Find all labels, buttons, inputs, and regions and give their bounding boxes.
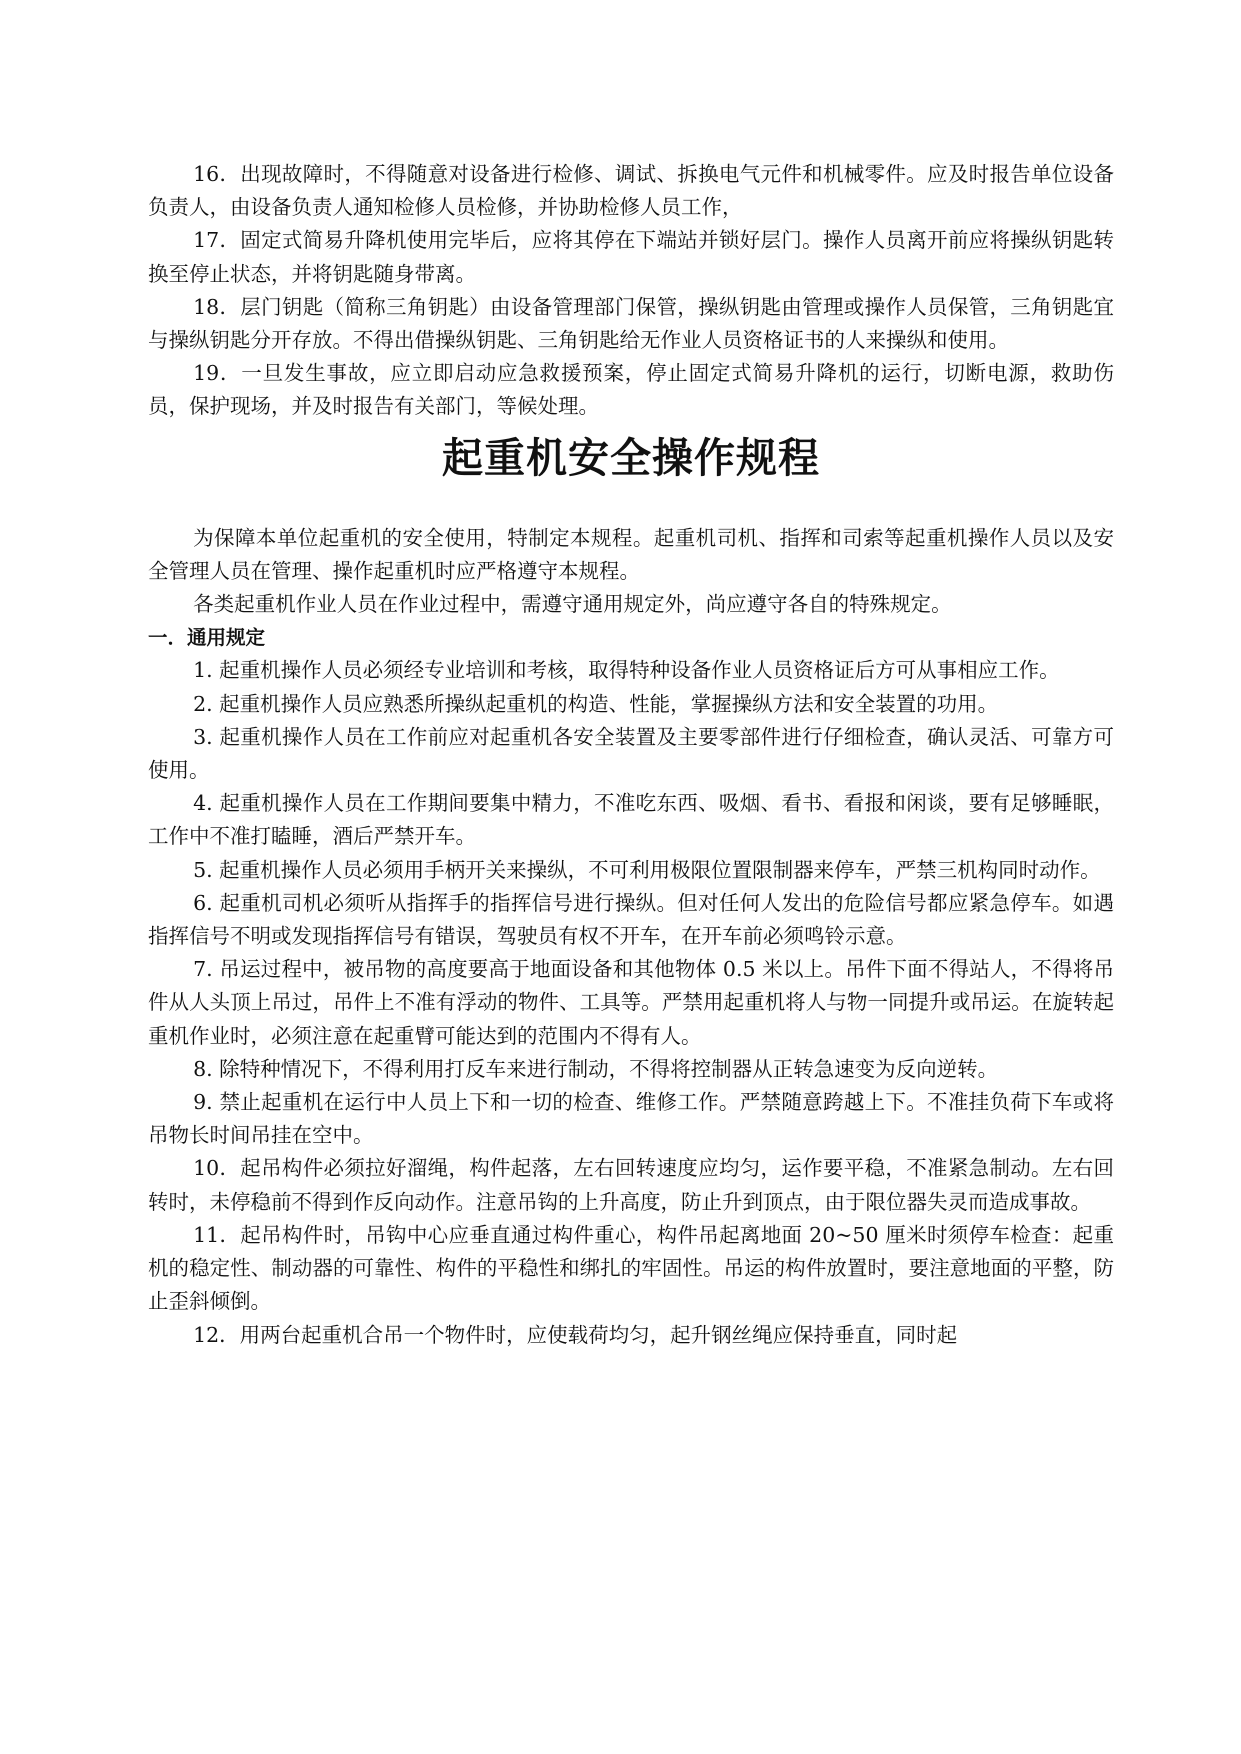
rule-item: 10．起吊构件必须拉好溜绳，构件起落，左右回转速度应均匀，运作要平稳，不准紧急制动。左右回转时，未停稳前不得到作反向动作。注意吊钩的上升高度，防止升到顶点，由于限位器失灵而造成事故。: [148, 1156, 1114, 1214]
rule-item: 11．起吊构件时，吊钩中心应垂直通过构件重心，构件吊起离地面 20~50 厘米时须停车检查：起重机的稳定性、制动器的可靠性、构件的平稳性和绑扎的牢固性。吊运的构件放置时，要注意地面的平整，防止歪斜倾倒。: [148, 1222, 1114, 1314]
intro-paragraph: 各类起重机作业人员在作业过程中，需遵守通用规定外，尚应遵守各自的特殊规定。: [193, 592, 952, 617]
paragraph-19: 19．一旦发生事故，应立即启动应急救援预案，停止固定式简易升降机的运行，切断电源，救助伤员，保护现场，并及时报告有关部门，等候处理。: [148, 361, 1114, 419]
rule-item: 1. 起重机操作人员必须经专业培训和考核，取得特种设备作业人员资格证后方可从事相应工作。: [193, 658, 1060, 683]
rule-item: 4. 起重机操作人员在工作期间要集中精力，不准吃东西、吸烟、看书、看报和闲谈，要有足够睡眠，工作中不准打瞌睡，酒后严禁开车。: [148, 791, 1114, 849]
paragraph-18: 18．层门钥匙（简称三角钥匙）由设备管理部门保管，操纵钥匙由管理或操作人员保管，三角钥匙宜与操纵钥匙分开存放。不得出借操纵钥匙、三角钥匙给无作业人员资格证书的人来操纵和使用。: [148, 294, 1114, 353]
rule-item: 7. 吊运过程中，被吊物的高度要高于地面设备和其他物体 0.5 米以上。吊件下面不得站人，不得将吊件从人头顶上吊过，吊件上不准有浮动的物件、工具等。严禁用起重机将人与物一同提升或吊运。在旋转起重机作业时，必须注意在起重臂可能达到的范围内不得有人。: [148, 957, 1114, 1048]
rule-item: 3. 起重机操作人员在工作前应对起重机各安全装置及主要零部件进行仔细检查，确认灵活、可靠方可使用。: [148, 724, 1114, 783]
rule-item: 5. 起重机操作人员必须用手柄开关来操纵，不可利用极限位置限制器来停车，严禁三机构同时动作。: [193, 857, 1101, 882]
section-heading: 一．通用规定: [148, 626, 266, 650]
rule-item: 12．用两台起重机合吊一个物件时，应使载荷均匀，起升钢丝绳应保持垂直，同时起: [193, 1322, 958, 1347]
paragraph-17: 17．固定式简易升降机使用完毕后，应将其停在下端站并锁好层门。操作人员离开前应将操纵钥匙转换至停止状态，并将钥匙随身带离。: [148, 228, 1114, 286]
intro-paragraph: 为保障本单位起重机的安全使用，特制定本规程。起重机司机、指挥和司索等起重机操作人员以及安全管理人员在管理、操作起重机时应严格遵守本规程。: [148, 525, 1114, 583]
document-page: [148, 158, 1114, 1352]
rule-item: 8. 除特种情况下，不得利用打反车来进行制动，不得将控制器从正转急速变为反向逆转。: [193, 1056, 999, 1081]
rule-item: 9. 禁止起重机在运行中人员上下和一切的检查、维修工作。严禁随意跨越上下。不准挂负荷下车或将吊物长时间吊挂在空中。: [148, 1090, 1114, 1148]
rule-item: 6. 起重机司机必须听从指挥手的指挥信号进行操纵。但对任何人发出的危险信号都应紧急停车。如遇指挥信号不明或发现指挥信号有错误，驾驶员有权不开车，在开车前必须鸣铃示意。: [148, 890, 1114, 949]
document-title: 起重机安全操作规程: [442, 433, 820, 482]
paragraph-16: 16．出现故障时，不得随意对设备进行检修、调试、拆换电气元件和机械零件。应及时报告单位设备负责人，由设备负责人通知检修人员检修，并协助检修人员工作，: [148, 162, 1114, 220]
rule-item: 2. 起重机操作人员应熟悉所操纵起重机的构造、性能，掌握操纵方法和安全装置的功用。: [193, 691, 999, 716]
